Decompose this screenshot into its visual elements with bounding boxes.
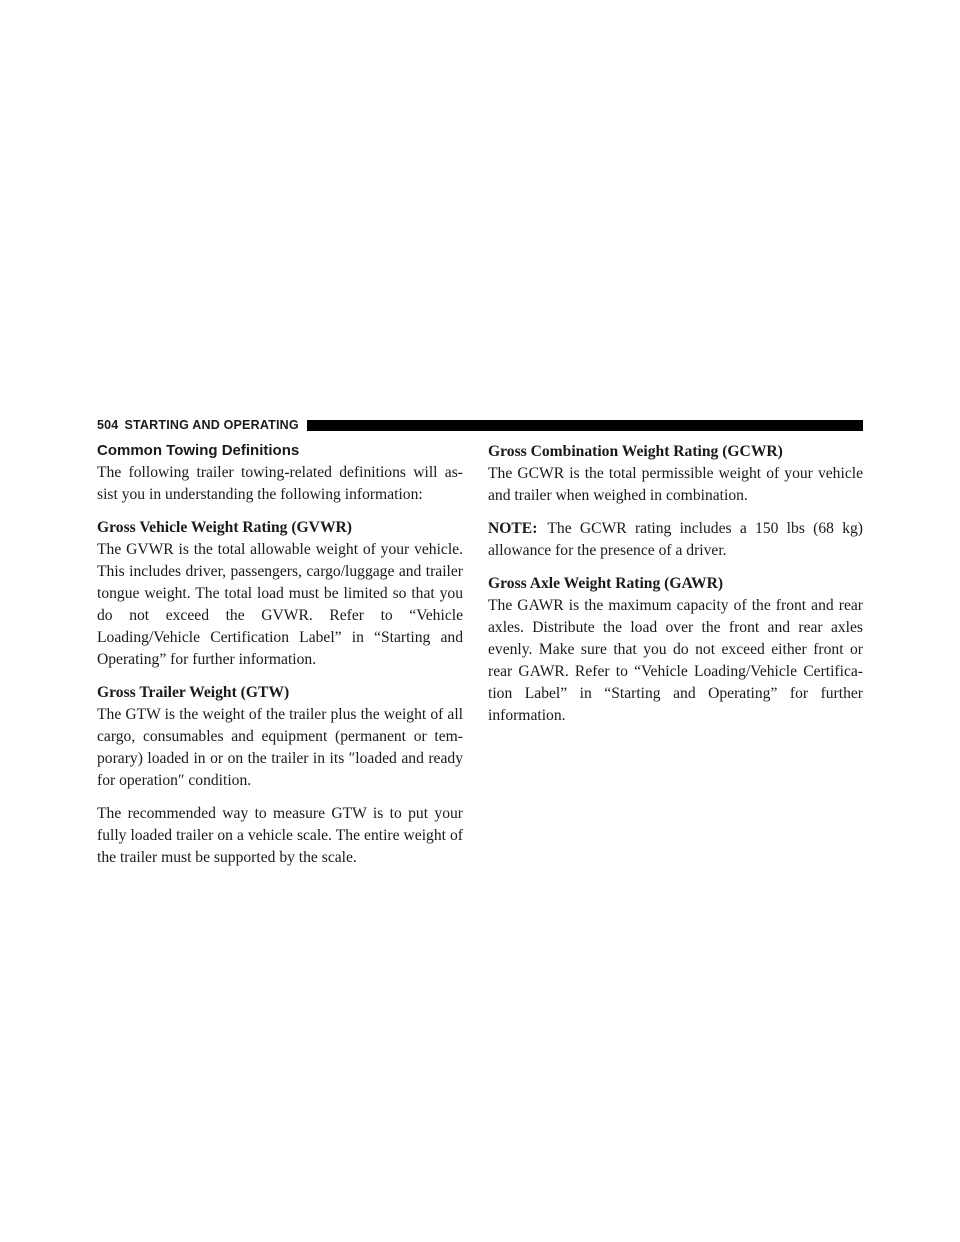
note-text: The GCWR rating includes a 150 lbs (68 kg) allowance for the presence of a driver. xyxy=(488,520,863,559)
page-number: 504 xyxy=(97,418,119,432)
section-name: STARTING AND OPERATING xyxy=(124,418,299,432)
gtw-paragraph: The GTW is the weight of the trailer plus the weight of all cargo, consumables and equipment (permanent or tem-porary) loaded in or on the trailer in its ″loaded and ready for operation″ condition. xyxy=(97,706,463,789)
note-paragraph xyxy=(488,518,863,562)
gcwr-paragraph: The GCWR is the total permissible weight of your vehicle and trailer when weighed in combination. xyxy=(488,465,863,504)
page-header xyxy=(97,418,863,432)
gtw-measure-paragraph: The recommended way to measure GTW is to put your fully loaded trailer on a vehicle scale. The entire weight of the trailer must be supported by the scale. xyxy=(97,805,463,866)
gcwr-heading: Gross Combination Weight Rating (GCWR) xyxy=(488,443,783,460)
note-label: NOTE: xyxy=(488,520,538,537)
right-column xyxy=(488,441,863,738)
section-title: Common Towing Definitions xyxy=(97,442,300,459)
intro-paragraph: The following trailer towing-related definitions will as-sist you in understanding the following information: xyxy=(97,464,463,503)
header-rule xyxy=(307,420,863,431)
gtw-heading: Gross Trailer Weight (GTW) xyxy=(97,684,290,701)
gvwr-heading: Gross Vehicle Weight Rating (GVWR) xyxy=(97,519,352,536)
left-column xyxy=(97,441,463,880)
gvwr-paragraph: The GVWR is the total allowable weight of your vehicle. This includes driver, passengers, cargo/luggage and trailer tongue weight. The total load must be limited so that you do not exceed the GVWR. Refer to “Vehicle Loading/Vehicle Certification Label” in “Starting and Operating” for further information. xyxy=(97,541,463,668)
gawr-heading: Gross Axle Weight Rating (GAWR) xyxy=(488,575,724,592)
gawr-paragraph: The GAWR is the maximum capacity of the front and rear axles. Distribute the load over the front and rear axles evenly. Make sure that you do not exceed either front or rear GAWR. Refer to “Vehicle Loading/Vehicle Certifica-tion Label” in “Starting and Operating” for further information. xyxy=(488,597,863,724)
